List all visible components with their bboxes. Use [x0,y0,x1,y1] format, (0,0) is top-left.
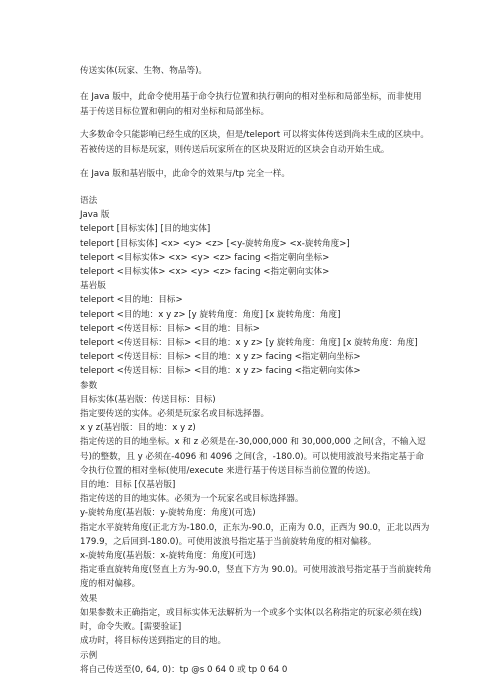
syntax-line: teleport <传送目标：目标> <目的地：目标> [80,323,260,334]
syntax-line: teleport <目的地：x y z> [y 旋转角度：角度] [x 旋转角度：角度] [80,309,341,320]
bedrock-edition-heading: 基岩版 [80,281,106,292]
parameter-description: 指定垂直旋转角度(竖直上方为-90.0，竖直下方为 90.0)。可使用波浪号指定基于当前旋转角度的相对偏移。 [80,565,432,590]
parameter-name: y-旋转角度(基岩版：y-旋转角度：角度)(可选) [80,508,256,519]
syntax-line: teleport [目标实体] [目的地实体] [80,224,211,235]
parameter-name: x-旋转角度(基岩版：x-旋转角度：角度)(可选) [80,551,256,562]
effect-description: 如果参数未正确指定，或目标实体无法解析为一个或多个实体(以名称指定的玩家必须在线)时，命令失败。[需要验证] [80,607,422,633]
syntax-line: teleport <传送目标：目标> <目的地：x y z> [y 旋转角度：角度] [x 旋转角度：角度] [80,338,418,349]
tp-equivalence-paragraph: 在 Java 版和基岩版中，此命令的效果与/tp 完全一样。 [80,169,290,179]
parameter-name: 目标实体(基岩版：传送目标：目标) [80,394,216,405]
syntax-section [80,194,432,677]
syntax-line: teleport <目标实体> <x> <y> <z> facing <指定朝向坐标> [80,252,330,263]
example-line: 将自己传送至(0, 64, 0)：tp @s 0 64 0 或 tp 0 64 0 [80,664,288,675]
examples-heading: 示例 [80,650,98,661]
intro-paragraph: 传送实体(玩家、生物、物品等)。 [80,66,208,76]
syntax-heading: 语法 [80,196,98,206]
parameter-name: 目的地：目标 [仅基岩版] [80,480,176,491]
syntax-line: teleport [目标实体] <x> <y> <z> [<y-旋转角度> <x-旋转角度>] [80,238,350,249]
java-edition-heading: Java 版 [80,210,110,221]
effect-description: 成功时，将目标传送到指定的目的地。 [80,636,227,647]
syntax-line: teleport <传送目标：目标> <目的地：x y z> facing <指定朝向实体> [80,366,361,377]
syntax-line: teleport <目的地：目标> [80,295,183,306]
parameter-description: 指定传送的目的地实体。必须为一个玩家名或目标选择器。 [80,494,304,505]
parameter-name: x y z(基岩版：目的地：x y z) [80,423,196,434]
effects-heading: 效果 [80,593,98,604]
java-coordinates-paragraph: 在 Java 版中，此命令使用基于命令执行位置和执行朝向的相对坐标和局部坐标，而非使用基于传送目标位置和朝向的相对坐标和局部坐标。 [80,92,422,117]
chunk-generation-paragraph: 大多数命令只能影响已经生成的区块，但是/teleport 可以将实体传送到尚未生成的区块中。若被传送的目标是玩家，则传送后玩家所在的区块及附近的区块会自动开始生成。 [80,130,429,155]
parameters-heading: 参数 [80,380,98,391]
parameter-description: 指定传送的目的地坐标。x 和 z 必须是在-30,000,000 和 30,000,000 之间(含，不输入逗号)的整数，且 y 必须在-4096 和 4096 之间(含，-180.0)。可以使用波浪号来指定基于命令执行位置的相对坐标(使用/execute 来进行基于传送目标当前位置的传送)。 [80,437,426,476]
parameter-description: 指定要传送的实体。必须是玩家名或目标选择器。 [80,409,270,420]
syntax-line: teleport <传送目标：目标> <目的地：x y z> facing <指定朝向坐标> [80,352,361,363]
parameter-description: 指定水平旋转角度(正北方为-180.0，正东为-90.0，正南为 0.0，正西为 90.0，正北以西为 179.9，之后回到-180.0)。可使用波浪号指定基于当前旋转角度的相对偏移。 [80,522,430,547]
syntax-line: teleport <目标实体> <x> <y> <z> facing <指定朝向实体> [80,267,330,278]
